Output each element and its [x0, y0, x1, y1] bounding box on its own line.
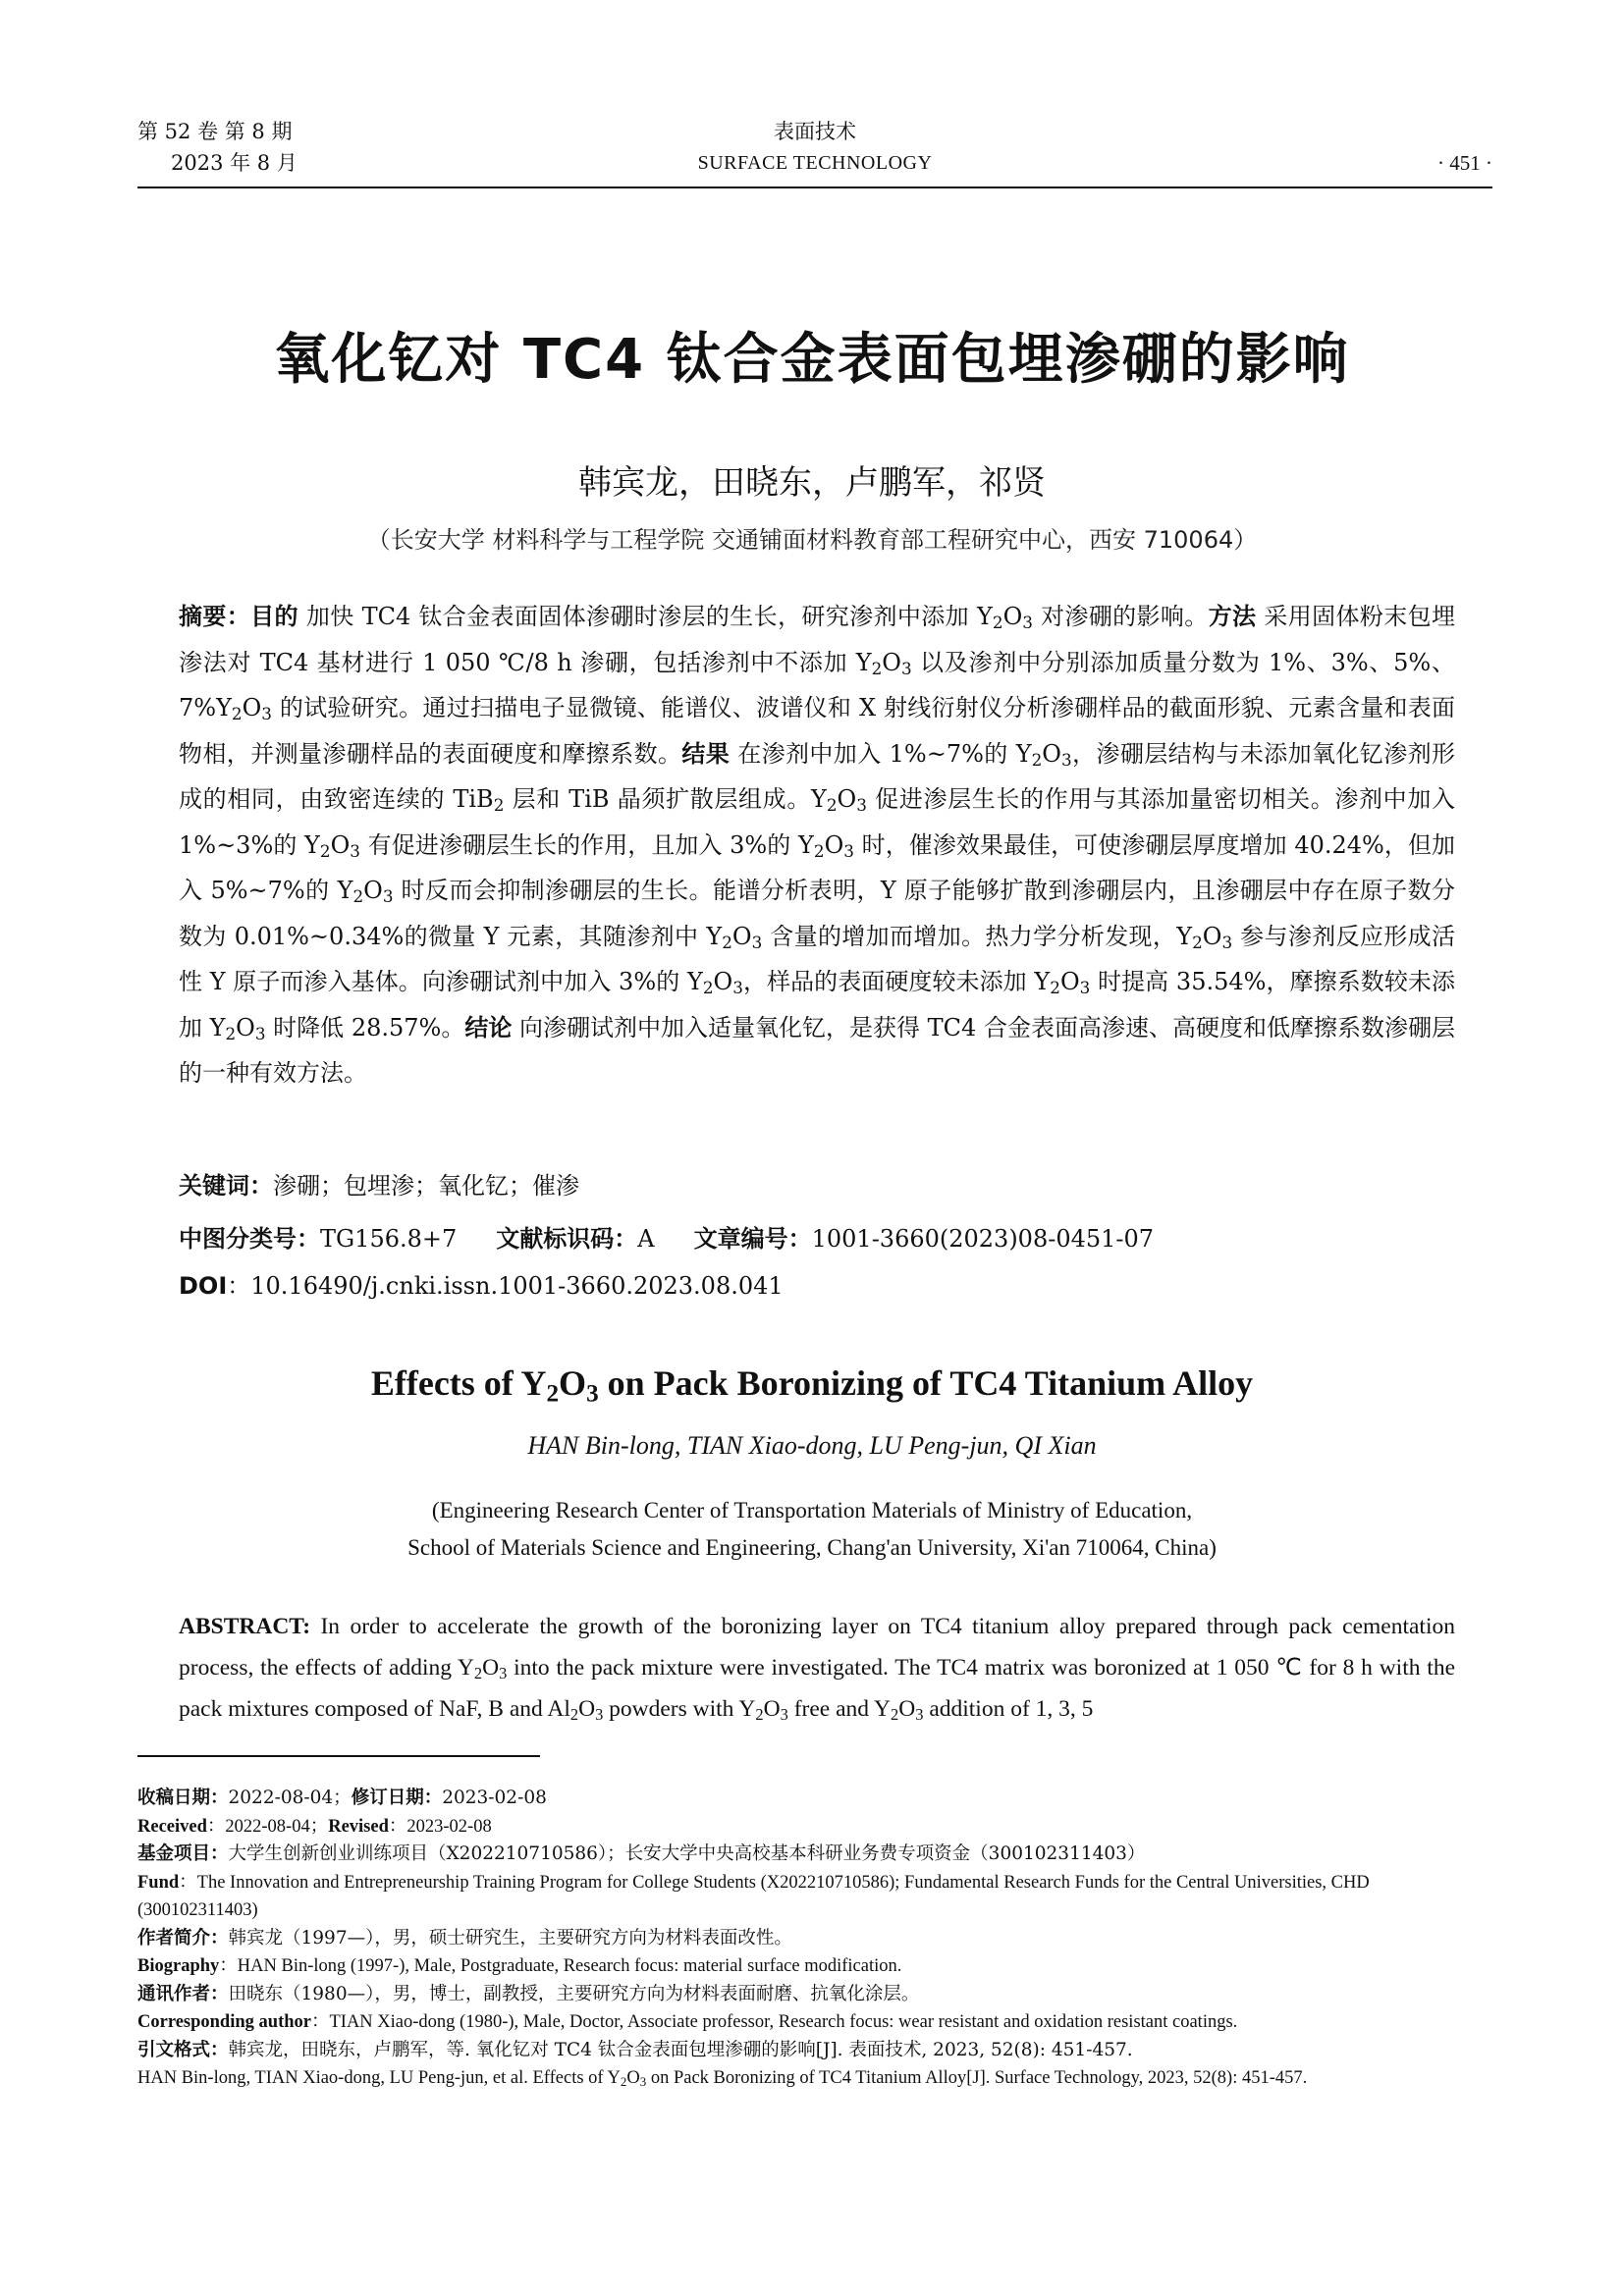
subscript: 3 — [780, 1705, 788, 1725]
abstract-text: O — [731, 922, 752, 950]
abstract-text: 向渗硼试剂中加入适量氧化钇，是获得 TC4 合金表面高渗速、高硬度和低摩擦系数渗硼层的一种有效方法。 — [179, 1013, 1455, 1087]
subscript: 3 — [254, 1023, 266, 1043]
footnote-text: ：HAN Bin-long (1997-), Male, Postgraduate, Research focus: material surface modification. — [219, 1956, 902, 1976]
abstract-en — [179, 1606, 1455, 1730]
footnote-bio-en — [137, 1952, 1492, 1981]
result-label: 结果 — [681, 739, 731, 768]
abstract-text: O — [242, 694, 262, 721]
subscript: 2 — [569, 1705, 579, 1725]
author-name: QI Xian — [1014, 1431, 1097, 1460]
subscript: 2 — [891, 1705, 899, 1725]
abstract-text: O — [882, 648, 901, 676]
footnote-label: Received — [137, 1816, 207, 1837]
abstract-text: 促进渗层生长的作用与其添加量密切相关。渗剂中加入 1%~3%的 Y — [179, 785, 1455, 859]
subscript: 2 — [473, 1664, 483, 1683]
abstract-text: 时，催渗效果最佳，可使渗硼层厚度增加 40.24%，但加入 5%~7%的 Y — [179, 830, 1455, 904]
subscript: 3 — [350, 840, 360, 861]
footnote-text: HAN Bin-long, TIAN Xiao-dong, LU Peng-jun, et al. Effects of Y — [137, 2068, 621, 2088]
abstract-text: 参与渗剂反应形成活性 Y 原子而渗入基体。向渗硼试剂中加入 3%的 Y — [179, 922, 1455, 995]
footnote-text: 大学生创新创业训练项目（X202210710586）；长安大学中央高校基本科研业务费专项资金（300102311403） — [228, 1843, 1146, 1864]
abstract-text: O — [713, 968, 733, 995]
subscript: 2 — [319, 840, 331, 861]
abstract-text: 以及渗剂中分别添加质量分数为 1%、3%、5%、7%Y — [179, 648, 1455, 721]
running-header — [137, 116, 1492, 185]
footnote-fund-cn — [137, 1841, 1492, 1869]
doi-line — [179, 1266, 784, 1301]
abstract-text: 对渗硼的影响。 — [1032, 603, 1209, 630]
keywords-text: 渗硼；包埋渗；氧化钇；催渗 — [273, 1172, 579, 1200]
abstract-text: O — [363, 877, 383, 904]
footnote-text: O — [626, 2068, 640, 2088]
abstract-text: 有促进渗硼层生长的作用，且加入 3%的 Y — [359, 830, 814, 859]
subscript: 3 — [915, 1705, 924, 1725]
page-number: · 451 · — [1437, 151, 1492, 175]
subscript: 3 — [732, 978, 743, 998]
abstract-text: O — [763, 1696, 781, 1722]
footnote-label: Corresponding author — [137, 2012, 311, 2032]
conclusion-label: 结论 — [464, 1013, 513, 1041]
footnote-label: 引文格式： — [137, 2039, 229, 2060]
abstract-cn-label: 摘要： — [179, 603, 251, 630]
footnote-corresponding-en — [137, 2008, 1492, 2037]
subscript: 3 — [1022, 613, 1033, 633]
footnote-text: ：2023-02-08 — [388, 1816, 492, 1837]
title-en-text: O — [559, 1363, 587, 1403]
abstract-text: O — [824, 830, 844, 859]
abstract-text: 含量的增加而增加。热力学分析发现，Y — [762, 922, 1193, 950]
affiliation-cn: （长安大学 材料科学与工程学院 交通铺面材料教育部工程研究中心，西安 710064） — [366, 526, 1258, 554]
footnote-text: 2023-02-08 — [442, 1788, 547, 1808]
abstract-text: 时提高 35.54%，摩擦系数较未添加 Y — [179, 968, 1455, 1041]
abstract-text: addition of 1, 3, 5 — [923, 1696, 1094, 1722]
footnote-label: Biography — [137, 1956, 220, 1976]
title-en-text: on Pack Boronizing of TC4 Titanium Alloy — [598, 1363, 1254, 1403]
subscript: 2 — [702, 978, 714, 998]
author-name: LU Peng-jun — [869, 1431, 1002, 1460]
abstract-text: O — [236, 1013, 255, 1041]
footnote-label: Fund — [137, 1872, 180, 1893]
abstract-text: O — [898, 1696, 916, 1722]
subscript: 2 — [992, 613, 1003, 633]
footnote-label: 修订日期： — [351, 1788, 443, 1808]
footnote-fund-en — [137, 1869, 1492, 1925]
subscript: 3 — [1221, 932, 1233, 952]
abstract-text: 的试验研究。通过扫描电子显微镜、能谱仪、波谱仪和 X 射线衍射仪分析渗硼样品的截面形貌、元素含量和表面物相，并测量渗硼样品的表面硬度和摩擦系数。 — [179, 694, 1455, 768]
subscript: 3 — [843, 840, 854, 861]
article-number-value: 1001-3660(2023)08-0451-07 — [811, 1225, 1155, 1253]
abstract-text: O — [482, 1655, 500, 1681]
abstract-text: 采用固体粉末包埋渗法对 TC4 基材进行 1 050 ℃/8 h 渗硼，包括渗剂中不添加 Y — [179, 603, 1456, 676]
issue-date: 2023 年 8 月 — [171, 151, 298, 175]
footnote-text: 2022-08-04； — [228, 1788, 352, 1808]
affiliation-en — [0, 1492, 1624, 1567]
abstract-text: free and Y — [787, 1696, 892, 1722]
abstract-text: In order to accelerate the growth of the boronizing layer on TC4 titanium alloy prepared through pack cementation process, the effects of adding Y — [179, 1614, 1455, 1681]
footnote-text: ：2022-08-04； — [206, 1816, 329, 1837]
method-label: 方法 — [1208, 603, 1257, 630]
abstract-text: O — [578, 1696, 596, 1722]
header-rule — [137, 187, 1492, 188]
footnotes — [137, 1785, 1492, 2093]
purpose-label: 目的 — [250, 603, 298, 630]
footnote-text: 韩宾龙，田晓东，卢鹏军，等. 氧化钇对 TC4 钛合金表面包埋渗硼的影响[J]. 表面技术, 2023, 52(8): 451-457. — [228, 2039, 1133, 2060]
abstract-text: 时降低 28.57%。 — [265, 1013, 465, 1041]
footnote-rule — [137, 1755, 540, 1757]
footnote-received-en — [137, 1813, 1492, 1842]
abstract-text: powders with Y — [603, 1696, 756, 1722]
subscript: 2 — [352, 886, 364, 907]
authors-cn: 韩宾龙，田晓东，卢鹏军，祁贤 — [578, 463, 1046, 503]
doi-label: DOI — [179, 1272, 228, 1300]
abstract-text: O — [1202, 922, 1222, 950]
subscript: 2 — [493, 795, 505, 816]
subscript: 3 — [1060, 749, 1072, 770]
subscript: 3 — [595, 1705, 604, 1725]
abstract-text: 时反而会抑制渗硼层的生长。能谱分析表明，Y 原子能够扩散到渗硼层内，且渗硼层中存在原子数分数为 0.01%~0.34%的微量 Y 元素，其随渗剂中 Y — [179, 877, 1455, 950]
subscript: 2 — [1031, 749, 1043, 770]
subscript: 2 — [546, 1380, 560, 1408]
subscript: 2 — [826, 795, 838, 816]
footnote-bio-cn — [137, 1925, 1492, 1953]
footnote-label: 通讯作者： — [137, 1983, 229, 2004]
footnote-citation-cn — [137, 2037, 1492, 2065]
abstract-text: O — [837, 785, 857, 813]
abstract-text: ，渗硼层结构与未添加氧化钇渗剂形成的相同，由致密连续的 TiB — [179, 739, 1456, 813]
affiliation-line: School of Materials Science and Engineering, Chang'an University, Xi'an 710064, China) — [407, 1535, 1217, 1560]
footnote-corresponding-cn — [137, 1981, 1492, 2009]
abstract-en-label: ABSTRACT: — [179, 1614, 311, 1639]
classification-line — [179, 1219, 1154, 1254]
authors-en: HAN Bin-long, TIAN Xiao-dong, LU Peng-jun, QI Xian — [527, 1431, 1097, 1460]
subscript: 3 — [382, 886, 394, 907]
subscript: 3 — [751, 932, 763, 952]
footnote-label: 作者简介： — [137, 1927, 229, 1949]
footnote-text: ：The Innovation and Entrepreneurship Training Program for College Students (X202210710586); Fundamental Research Funds for the Central Universities, CHD (300102311403) — [137, 1872, 1370, 1920]
footnote-label: 基金项目： — [137, 1843, 229, 1864]
journal-name-en: SURFACE TECHNOLOGY — [697, 152, 933, 174]
subscript: 2 — [722, 932, 732, 952]
abstract-text: O — [1042, 739, 1061, 768]
subscript: 2 — [225, 1023, 237, 1043]
journal-name — [137, 116, 1492, 179]
doi-value: ：10.16490/j.cnki.issn.1001-3660.2023.08.041 — [227, 1272, 784, 1300]
footnote-label: Revised — [328, 1816, 389, 1837]
affiliation-line: (Engineering Research Center of Transportation Materials of Ministry of Education, — [431, 1498, 1193, 1522]
volume-issue: 第 52 卷 第 8 期 — [137, 120, 293, 143]
abstract-text: O — [330, 830, 351, 859]
subscript: 2 — [1192, 932, 1203, 952]
keywords-label: 关键词： — [179, 1172, 273, 1200]
footnote-text: 韩宾龙（1997—），男，硕士研究生，主要研究方向为材料表面改性。 — [228, 1927, 792, 1949]
abstract-text: ，样品的表面硬度较未添加 Y — [742, 968, 1051, 995]
footnote-text: on Pack Boronizing of TC4 Titanium Alloy[J]. Surface Technology, 2023, 52(8): 451-457. — [646, 2068, 1308, 2088]
title-cn: 氧化钇对 TC4 钛合金表面包埋渗硼的影响 — [274, 328, 1350, 392]
keywords — [179, 1166, 579, 1201]
doc-code-label: 文献标识码： — [496, 1225, 638, 1253]
abstract-text: O — [1002, 603, 1023, 630]
journal-name-cn: 表面技术 — [774, 120, 856, 143]
footnote-citation-en — [137, 2064, 1492, 2093]
author-name: TIAN Xiao-dong — [686, 1431, 857, 1460]
subscript: 3 — [900, 658, 912, 678]
subscript: 2 — [871, 658, 883, 678]
subscript: 3 — [639, 2074, 647, 2090]
subscript: 2 — [231, 704, 243, 724]
footnote-received-cn — [137, 1785, 1492, 1813]
abstract-text: into the pack mixture were investigated. The TC4 matrix was boronized at 1 050 ℃ for 8 h with the pack mixtures composed of NaF, B and Al — [179, 1655, 1455, 1722]
abstract-text: 加快 TC4 钛合金表面固体渗硼时渗层的生长，研究渗剂中添加 Y — [298, 603, 993, 630]
abstract-cn — [179, 594, 1455, 1096]
title-en — [0, 1362, 1624, 1408]
subscript: 3 — [1079, 978, 1091, 998]
subscript: 3 — [261, 704, 272, 724]
abstract-text: O — [1059, 968, 1080, 995]
article-number-label: 文章编号： — [693, 1225, 812, 1253]
footnote-text: ：TIAN Xiao-dong (1980-), Male, Doctor, Associate professor, Research focus: wear resistant and oxidation resistant coatings. — [310, 2012, 1238, 2032]
subscript: 2 — [813, 840, 825, 861]
footnote-text: 田晓东（1980—），男，博士，副教授，主要研究方向为材料表面耐磨、抗氧化涂层。 — [228, 1983, 920, 2004]
title-en-text: Effects of Y — [370, 1363, 547, 1403]
subscript: 3 — [856, 795, 867, 816]
subscript: 2 — [1050, 978, 1060, 998]
author-name: HAN Bin-long — [527, 1431, 675, 1460]
subscript: 2 — [620, 2074, 627, 2090]
subscript: 3 — [586, 1380, 599, 1408]
abstract-text: 在渗剂中加入 1%~7%的 Y — [730, 739, 1032, 768]
doc-code-value: A — [637, 1225, 655, 1253]
clc-value: TG156.8+7 — [320, 1225, 458, 1253]
clc-label: 中图分类号： — [179, 1225, 320, 1253]
footnote-label: 收稿日期： — [137, 1788, 229, 1808]
abstract-text: 层和 TiB 晶须扩散层组成。Y — [504, 785, 827, 813]
subscript: 3 — [499, 1664, 508, 1683]
subscript: 2 — [755, 1705, 764, 1725]
